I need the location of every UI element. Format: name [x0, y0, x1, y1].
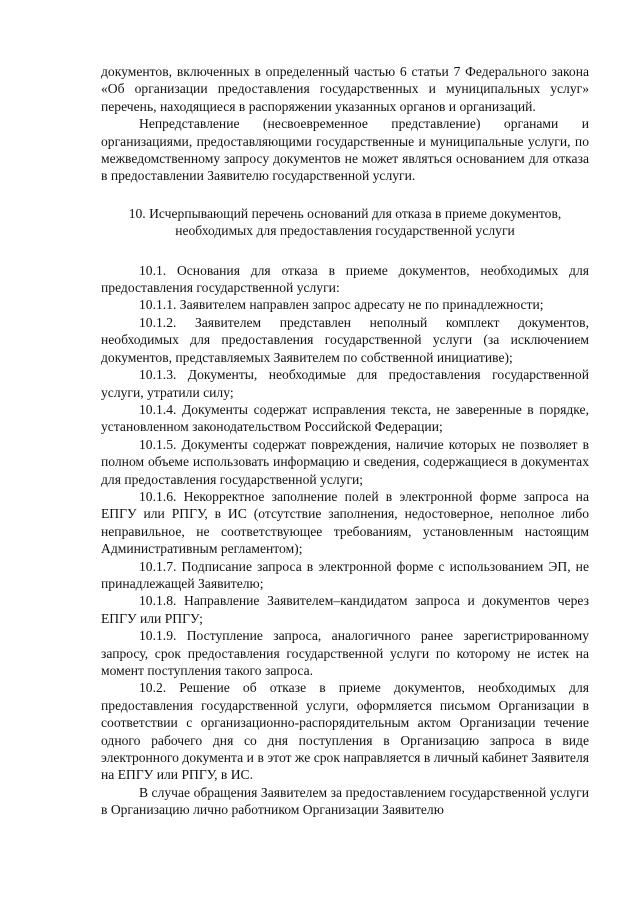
paragraph-10-1-6: 10.1.6. Некорректное заполнение полей в электронной форме запроса на ЕПГУ или РПГУ, в ИС (отсутствие заполнения, недостоверное, неполное либо неправильное, не соответствующее требованиям, установленным настоящим Административным регламентом); [101, 488, 589, 557]
paragraph-10-1-5: 10.1.5. Документы содержат повреждения, наличие которых не позволяет в полном объеме использовать информацию и сведения, содержащиеся в документах для предоставления государственной услуги; [101, 436, 589, 487]
paragraph-10-1-9: 10.1.9. Поступление запроса, аналогичного ранее зарегистрированному запросу, срок предоставления государственной услуги по которому не истек на момент поступления такого запроса. [101, 628, 589, 678]
paragraph-personal-appeal: В случае обращения Заявителем за предоставлением государственной услуги в Организацию лично работником Организации Заявителю [101, 784, 589, 818]
section-heading-line-2: необходимых для предоставления государственной услуги [175, 223, 515, 239]
section-heading [101, 205, 589, 240]
paragraph-10-1: 10.1. Основания для отказа в приеме документов, необходимых для предоставления государственной услуги: [101, 262, 589, 296]
paragraph-10-1-1: 10.1.1. Заявителем направлен запрос адресату не по принадлежности; [139, 297, 544, 313]
paragraph-10-1-3: 10.1.3. Документы, необходимые для предоставления государственной услуги, утратили силу; [101, 367, 589, 400]
section-heading-line-1: 10. Исчерпывающий перечень оснований для отказа в приеме документов, [128, 205, 562, 221]
paragraph-10-1-8: 10.1.8. Направление Заявителем–кандидатом запроса и документов через ЕПГУ или РПГУ; [101, 593, 589, 626]
paragraph-10-1-4: 10.1.4. Документы содержат исправления текста, не заверенные в порядке, установленном законодательством Российской Федерации; [101, 401, 589, 435]
paragraph-10-2: 10.2. Решение об отказе в приеме документов, необходимых для предоставления государственной услуги, оформляется письмом Организации в соответствии с организационно-распорядительным актом Организации течение одного рабочего дня со дня поступления в Организацию запроса в виде электронного документа и в этот же срок направляется в личный кабинет Заявителя на ЕПГУ или РПГУ, в ИС. [101, 680, 589, 783]
paragraph-10-1-7: 10.1.7. Подписание запроса в электронной форме с использованием ЭП, не принадлежащей Заявителю; [101, 558, 589, 591]
paragraph-10-1-2: 10.1.2. Заявителем представлен неполный комплект документов, необходимых для предоставления государственной услуги (за исключением документов, представляемых Заявителем по собственной инициативе); [101, 314, 589, 365]
document-page [101, 63, 589, 819]
paragraph-intro: документов, включенных в определенный частью 6 статьи 7 Федерального закона «Об организации предоставления государственных и муниципальных услуг» перечень, находящиеся в распоряжении указанных органов и организаций. [101, 64, 589, 114]
paragraph-nonsubmission: Непредставление (несвоевременное представление) органами и организациями, предоставляющими государственные и муниципальные услуги, по межведомственному запросу документов не может являться основанием для отказа в предоставлении Заявителю государственной услуги. [101, 116, 589, 184]
